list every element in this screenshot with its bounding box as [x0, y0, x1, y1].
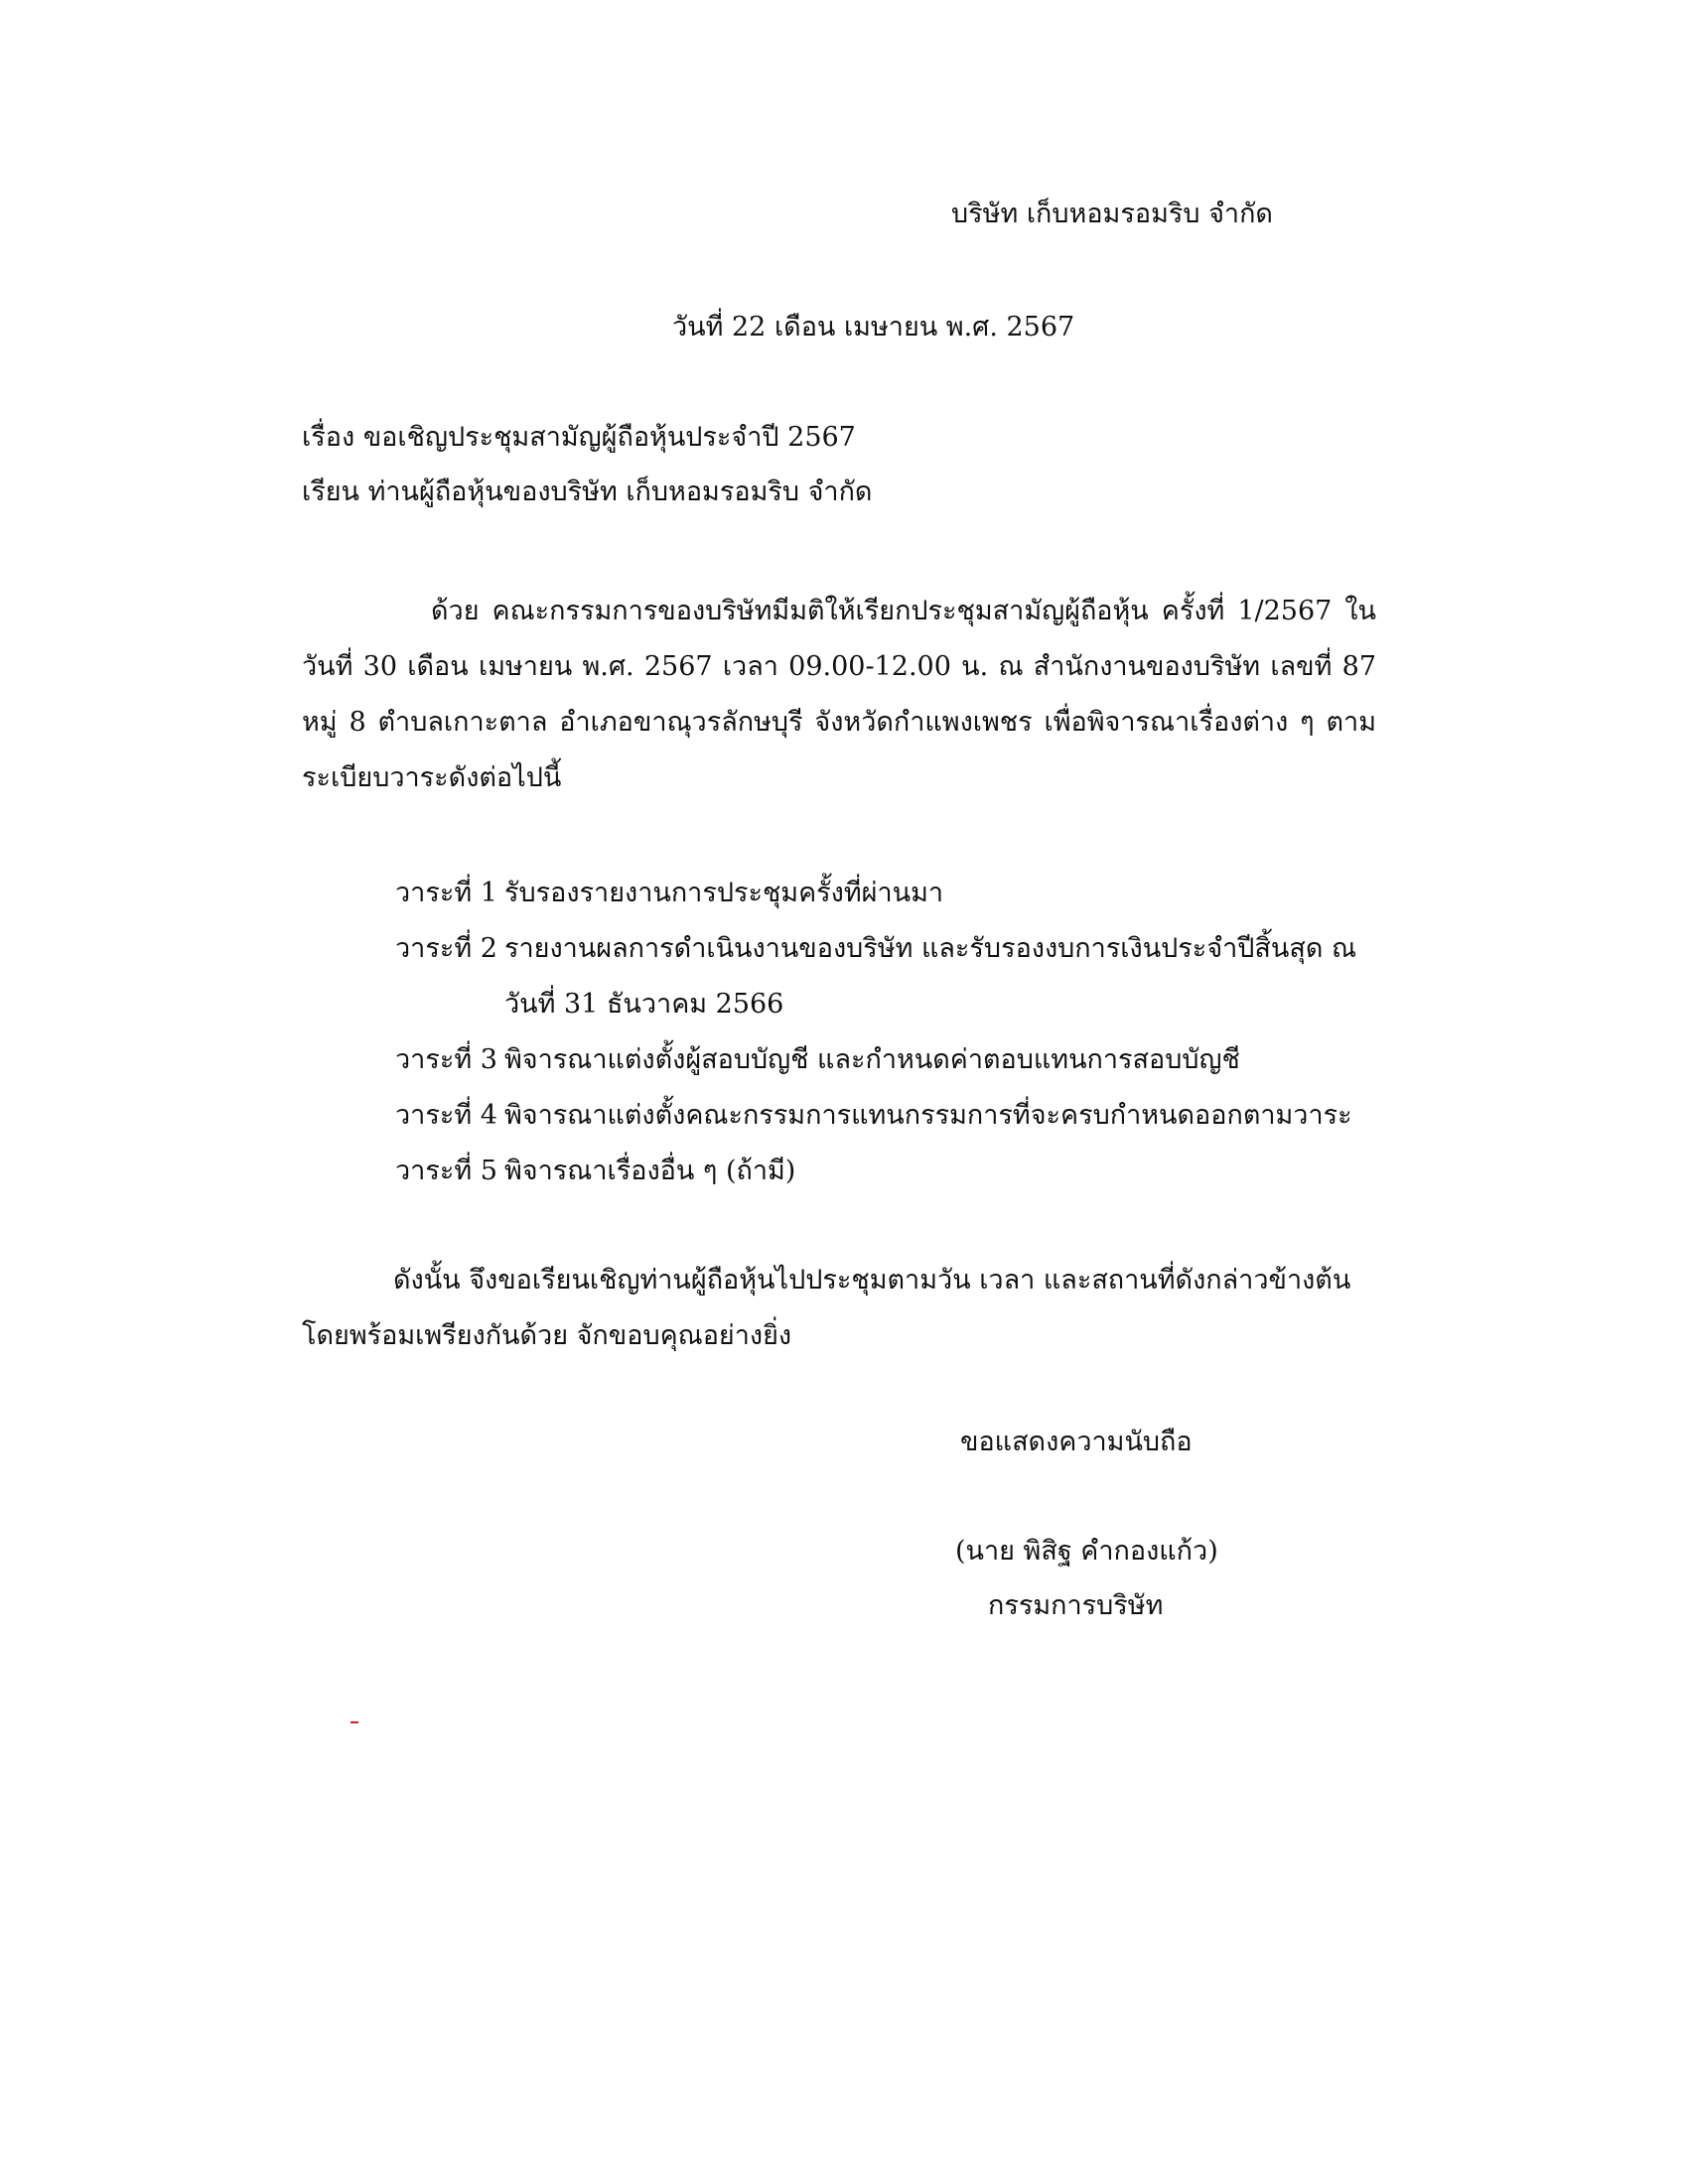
agenda-text: พิจารณาเรื่องอื่น ๆ (ถ้ามี) [504, 1156, 796, 1186]
agenda-number: วาระที่ 2 [395, 933, 497, 964]
company-name: บริษัท เก็บหอมรอมริบ จำกัด [951, 199, 1273, 229]
agenda-number: วาระที่ 5 [395, 1156, 497, 1186]
agenda-number: วาระที่ 4 [395, 1100, 497, 1131]
agenda-item [395, 1088, 1388, 1144]
subject-line: เรื่อง ขอเชิญประชุมสามัญผู้ถือหุ้นประจำปี 2567 [302, 422, 856, 453]
agenda-number: วาระที่ 1 [395, 878, 497, 908]
signatory-title: กรรมการบริษัท [988, 1590, 1164, 1621]
red-dash-mark [351, 1721, 358, 1723]
agenda-number: วาระที่ 3 [395, 1044, 497, 1075]
agenda-text: รายงานผลการดำเนินงานของบริษัท และรับรองงบการเงินประจำปีสิ้นสุด ณ วันที่ 31 ธันวาคม 2566 [504, 933, 1357, 1020]
letter-date: วันที่ 22 เดือน เมษายน พ.ศ. 2567 [672, 312, 1075, 342]
recipient-line: เรียน ท่านผู้ถือหุ้นของบริษัท เก็บหอมรอมริบ จำกัด [302, 477, 873, 507]
signatory-name: (นาย พิสิฐ คำกองแก้ว) [955, 1536, 1218, 1567]
agenda-text: รับรองรายงานการประชุมครั้งที่ผ่านมา [504, 878, 944, 908]
agenda-item [395, 866, 1388, 921]
signature-closing: ขอแสดงความนับถือ [960, 1427, 1193, 1457]
agenda-item [395, 1144, 1388, 1199]
agenda-text: พิจารณาแต่งตั้งผู้สอบบัญชี และกำหนดค่าตอบแทนการสอบบัญชี [504, 1044, 1240, 1075]
agenda-item [395, 921, 1388, 1032]
body-paragraph: ด้วย คณะกรรมการของบริษัทมีมติให้เรียกประชุมสามัญผู้ถือหุ้น ครั้งที่ 1/2567 ในวันที่ 30 เดือน เมษายน พ.ศ. 2567 เวลา 09.00-12.00 น. ณ สำนักงานของบริษัท เลขที่ 87 หมู่ 8 ตำบลเกาะตาล อำเภอขาณุวรลักษบุรี จังหวัดกำแพงเพชร เพื่อพิจารณาเรื่องต่าง ๆ ตามระเบียบวาระดังต่อไปนี้ [302, 596, 1376, 793]
agenda-item [395, 1032, 1388, 1088]
closing-paragraph: ดังนั้น จึงขอเรียนเชิญท่านผู้ถือหุ้นไปประชุมตามวัน เวลา และสถานที่ดังกล่าวข้างต้นโดยพร้อมเพรียงกันด้วย จักขอบคุณอย่างยิ่ง [302, 1265, 1351, 1351]
agenda-text: พิจารณาแต่งตั้งคณะกรรมการแทนกรรมการที่จะครบกำหนดออกตามวาระ [504, 1100, 1352, 1131]
